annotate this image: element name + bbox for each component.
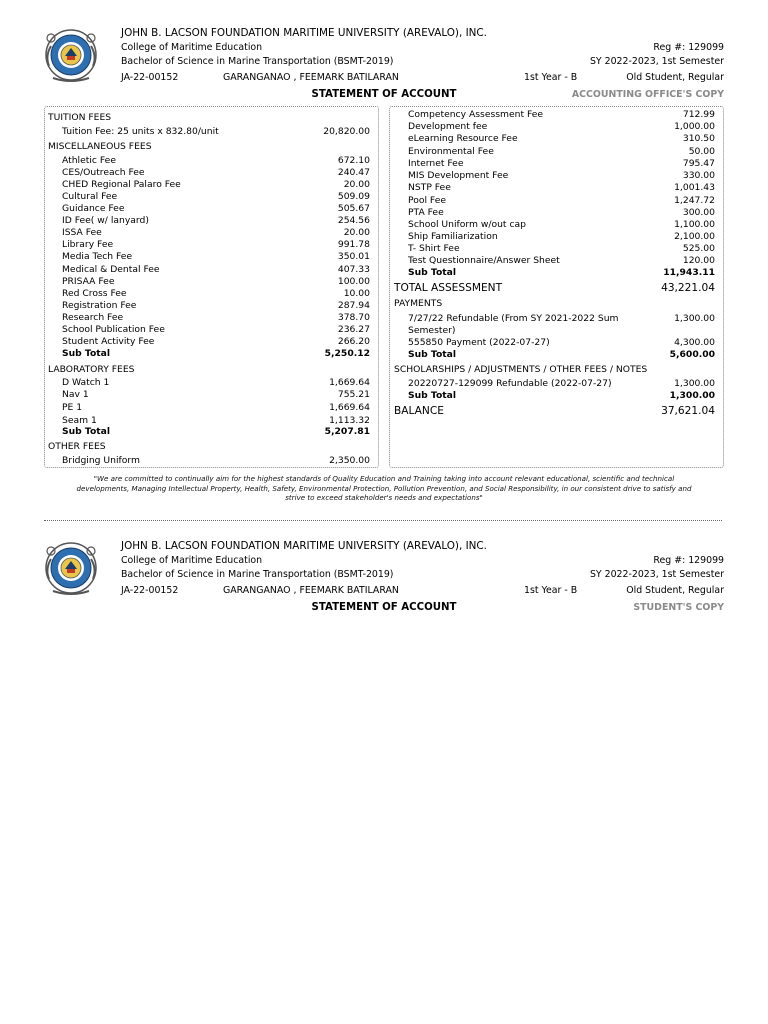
fee-amount: 300.00 (682, 207, 715, 218)
misc-subtotal-amount: 5,250.12 (324, 348, 370, 359)
fee-label: PE 1 (62, 402, 83, 413)
fee-amount: 795.47 (682, 158, 715, 169)
document-title: STATEMENT OF ACCOUNT (311, 602, 457, 613)
fee-label: PRISAA Fee (62, 276, 115, 287)
fee-amount: 2,350.00 (329, 455, 370, 466)
fee-amount: 407.33 (337, 264, 370, 275)
fee-label: Student Activity Fee (62, 336, 155, 347)
fee-amount: 1,247.72 (674, 195, 715, 206)
fee-amount: 378.70 (337, 312, 370, 323)
fee-label: NSTP Fee (408, 182, 451, 193)
mission-statement: "We are committed to continually aim for the highest standards of Quality Education and Training taking into account relevant educational, scientific and technical developments, Managing Intellectual Property, Health, Safety, Environmental Protection, Pollution Prevention, and Social Responsibility, in our consistent drive to satisfy and strive to exceed stakeholder's needs and expectations" (76, 474, 692, 503)
fee-label: Bridging Uniform (62, 455, 140, 466)
adjustments-subtotal-label: Sub Total (408, 390, 457, 401)
payment-label: 555850 Payment (2022-07-27) (408, 337, 550, 348)
right-fees-panel (389, 106, 724, 468)
fee-amount: 1,100.00 (674, 219, 715, 230)
misc-subtotal-label: Sub Total (62, 348, 111, 359)
fee-amount: 1,000.00 (674, 121, 715, 132)
fee-label: CES/Outreach Fee (62, 167, 145, 178)
section-header-other: OTHER FEES (48, 441, 106, 452)
adjustment-label: 20220727-129099 Refundable (2022-07-27) (408, 378, 612, 389)
fee-label: Ship Familiarization (408, 231, 498, 242)
fee-label: MIS Development Fee (408, 170, 509, 181)
student-copy-header (0, 513, 768, 673)
fee-label: Red Cross Fee (62, 288, 127, 299)
fee-amount: 1,669.64 (329, 377, 370, 388)
fee-amount: 2,100.00 (674, 231, 715, 242)
fee-amount: 254.56 (337, 215, 370, 226)
lab-subtotal-label: Sub Total (62, 426, 111, 437)
fee-label: School Publication Fee (62, 324, 165, 335)
payment-label-line1: 7/27/22 Refundable (From SY 2021-2022 Sum (408, 313, 619, 324)
fee-amount: 20.00 (343, 179, 370, 190)
fee-label: Media Tech Fee (62, 251, 133, 262)
adjustments-subtotal-amount: 1,300.00 (669, 390, 715, 401)
payment-amount: 4,300.00 (674, 337, 715, 348)
fee-amount: 755.21 (337, 389, 370, 400)
fee-label: Seam 1 (62, 415, 97, 426)
payment-amount: 1,300.00 (674, 313, 715, 324)
payments-subtotal-label: Sub Total (408, 349, 457, 360)
other-subtotal-label: Sub Total (408, 267, 457, 278)
college-name: College of Maritime Education (121, 555, 263, 566)
fee-amount: 350.01 (337, 251, 370, 262)
year-level: 1st Year - B (524, 72, 578, 83)
university-seal-logo-icon (43, 26, 99, 84)
fee-amount: 120.00 (682, 255, 715, 266)
fee-label: Guidance Fee (62, 203, 125, 214)
tuition-fee-amount: 20,820.00 (323, 126, 370, 137)
fee-label: T- Shirt Fee (408, 243, 460, 254)
balance-amount: 37,621.04 (661, 405, 715, 417)
fee-amount: 50.00 (688, 146, 715, 157)
total-assessment-amount: 43,221.04 (661, 282, 715, 294)
fee-amount: 330.00 (682, 170, 715, 181)
fee-amount: 509.09 (337, 191, 370, 202)
fee-amount: 266.20 (337, 336, 370, 347)
total-assessment-label: TOTAL ASSESSMENT (394, 282, 503, 294)
fee-amount: 236.27 (337, 324, 370, 335)
fee-label: Research Fee (62, 312, 124, 323)
fee-label: ID Fee( w/ lanyard) (62, 215, 149, 226)
fee-amount: 20.00 (343, 227, 370, 238)
section-header-payments: PAYMENTS (394, 298, 443, 309)
document-title: STATEMENT OF ACCOUNT (311, 89, 457, 100)
fee-amount: 1,113.32 (329, 415, 370, 426)
fee-label: Internet Fee (408, 158, 464, 169)
other-subtotal-amount: 11,943.11 (663, 267, 715, 278)
fee-label: Medical & Dental Fee (62, 264, 160, 275)
university-name: JOHN B. LACSON FOUNDATION MARITIME UNIVERSITY (AREVALO), INC. (121, 540, 487, 552)
fee-amount: 310.50 (682, 133, 715, 144)
student-name: GARANGANAO , FEEMARK BATILARAN (223, 72, 399, 83)
fee-amount: 100.00 (337, 276, 370, 287)
university-seal-logo-icon (43, 539, 99, 597)
lab-subtotal-amount: 5,207.81 (324, 426, 370, 437)
fee-amount: 10.00 (343, 288, 370, 299)
section-header-misc: MISCELLANEOUS FEES (48, 141, 152, 152)
left-fees-panel (44, 106, 379, 468)
fee-amount: 991.78 (337, 239, 370, 250)
student-name: GARANGANAO , FEEMARK BATILARAN (223, 585, 399, 596)
fee-amount: 712.99 (682, 109, 715, 120)
fee-label: Cultural Fee (62, 191, 118, 202)
fee-label: Competency Assessment Fee (408, 109, 544, 120)
copy-label-student: STUDENT'S COPY (633, 602, 724, 613)
school-year: SY 2022-2023, 1st Semester (589, 569, 724, 580)
fee-label: CHED Regional Palaro Fee (62, 179, 181, 190)
student-id: JA-22-00152 (121, 72, 179, 83)
fee-label: School Uniform w/out cap (408, 219, 526, 230)
fee-label: Pool Fee (408, 195, 447, 206)
fee-label: Registration Fee (62, 300, 137, 311)
fee-label: Environmental Fee (408, 146, 494, 157)
payment-label-line2: Semester) (408, 325, 456, 336)
fee-label: Library Fee (62, 239, 114, 250)
fee-amount: 505.67 (337, 203, 370, 214)
section-header-lab: LABORATORY FEES (48, 364, 135, 375)
section-header-tuition: TUITION FEES (48, 112, 112, 123)
fee-label: eLearning Resource Fee (408, 133, 518, 144)
registration-number: Reg #: 129099 (653, 42, 724, 53)
college-name: College of Maritime Education (121, 42, 263, 53)
student-id: JA-22-00152 (121, 585, 179, 596)
adjustment-amount: 1,300.00 (674, 378, 715, 389)
fee-amount: 287.94 (337, 300, 370, 311)
fee-label: PTA Fee (408, 207, 444, 218)
fee-amount: 240.47 (337, 167, 370, 178)
fee-label: ISSA Fee (62, 227, 102, 238)
fee-amount: 525.00 (682, 243, 715, 254)
year-level: 1st Year - B (524, 585, 578, 596)
fee-amount: 1,001.43 (674, 182, 715, 193)
program-name: Bachelor of Science in Marine Transportation (BSMT-2019) (121, 569, 394, 580)
tuition-fee-label: Tuition Fee: 25 units x 832.80/unit (62, 126, 219, 137)
program-name: Bachelor of Science in Marine Transportation (BSMT-2019) (121, 56, 394, 67)
fee-amount: 1,669.64 (329, 402, 370, 413)
fee-amount: 672.10 (337, 155, 370, 166)
fee-label: Test Questionnaire/Answer Sheet (408, 255, 560, 266)
fee-label: Development fee (408, 121, 488, 132)
fee-label: D Watch 1 (62, 377, 110, 388)
student-status: Old Student, Regular (626, 72, 724, 83)
section-header-scholarships: SCHOLARSHIPS / ADJUSTMENTS / OTHER FEES / NOTES (394, 364, 648, 375)
school-year: SY 2022-2023, 1st Semester (589, 56, 724, 67)
registration-number: Reg #: 129099 (653, 555, 724, 566)
copy-label-office: ACCOUNTING OFFICE'S COPY (571, 89, 724, 100)
payments-subtotal-amount: 5,600.00 (669, 349, 715, 360)
fee-label: Nav 1 (62, 389, 89, 400)
balance-label: BALANCE (394, 405, 444, 417)
university-name: JOHN B. LACSON FOUNDATION MARITIME UNIVERSITY (AREVALO), INC. (121, 27, 487, 39)
student-status: Old Student, Regular (626, 585, 724, 596)
fee-label: Athletic Fee (62, 155, 116, 166)
